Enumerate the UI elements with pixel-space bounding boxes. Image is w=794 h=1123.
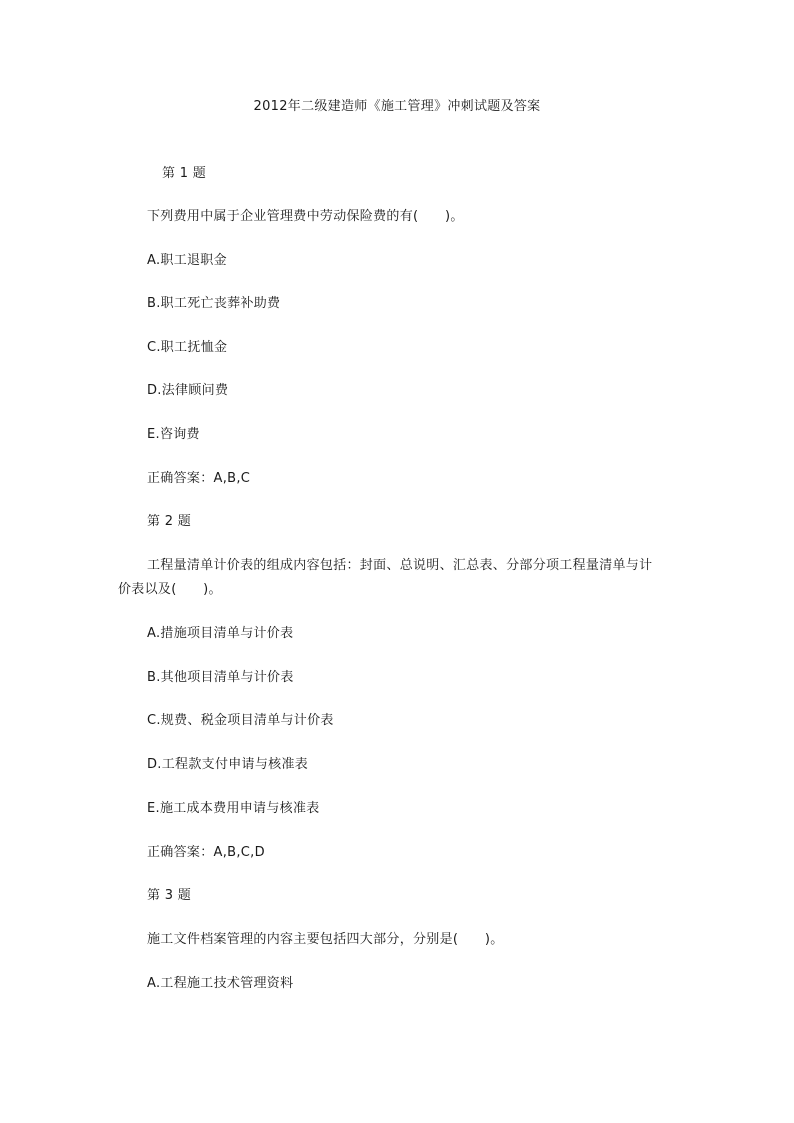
question-2-option-a: A.措施项目清单与计价表 [147,626,294,641]
question-2-stem-line-2: 价表以及( )。 [118,582,222,597]
question-2-option-b: B.其他项目清单与计价表 [147,670,294,685]
question-1-stem: 下列费用中属于企业管理费中劳动保险费的有( )。 [147,209,464,224]
question-1-option-a: A.职工退职金 [147,253,227,268]
question-2-answer: 正确答案：A,B,C,D [147,845,265,860]
question-1-number: 第 1 题 [162,166,207,181]
question-1-option-c: C.职工抚恤金 [147,340,228,355]
question-1-option-d: D.法律顾问费 [147,383,229,398]
question-1-option-e: E.咨询费 [147,427,200,442]
question-2-number: 第 2 题 [147,514,192,529]
question-3-number: 第 3 题 [147,888,192,903]
question-2-option-c: C.规费、税金项目清单与计价表 [147,713,334,728]
question-2-option-e: E.施工成本费用申请与核准表 [147,801,320,816]
question-3-stem: 施工文件档案管理的内容主要包括四大部分，分别是( )。 [147,932,504,947]
question-3-option-a: A.工程施工技术管理资料 [147,976,294,991]
question-2-option-d: D.工程款支付申请与核准表 [147,757,309,772]
question-1-answer: 正确答案：A,B,C [147,471,251,486]
question-2-stem-line-1: 工程量清单计价表的组成内容包括：封面、总说明、汇总表、分部分项工程量清单与计 [147,558,653,573]
document-title: 2012年二级建造师《施工管理》冲刺试题及答案 [253,99,541,114]
question-1-option-b: B.职工死亡丧葬补助费 [147,296,281,311]
